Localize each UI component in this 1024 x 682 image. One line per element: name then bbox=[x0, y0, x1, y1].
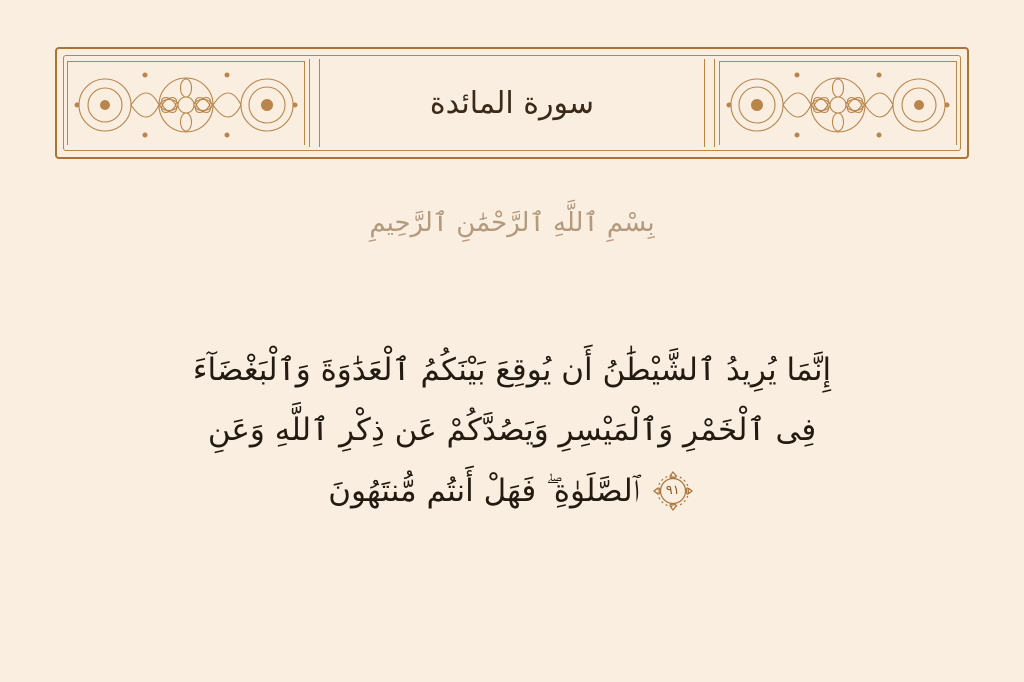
surah-title-cartouche bbox=[297, 60, 727, 146]
basmala: بِسْمِ ٱللَّهِ ٱلرَّحْمَٰنِ ٱلرَّحِيمِ bbox=[369, 208, 655, 238]
ornament-panel-right bbox=[719, 61, 957, 145]
ayah-text-block bbox=[70, 340, 954, 521]
surah-title: سورة المائدة bbox=[429, 85, 595, 121]
ayah-number: ٩١ bbox=[665, 483, 680, 499]
ayah-line: إِنَّمَا يُرِيدُ ٱلشَّيْطَٰنُ أَن يُوقِعَ بَيْنَكُمُ ٱلْعَدَٰوَةَ وَٱلْبَغْضَآءَ bbox=[192, 352, 832, 388]
ayah-number-medallion-icon bbox=[650, 468, 696, 514]
ayah-line: فِى ٱلْخَمْرِ وَٱلْمَيْسِرِ وَيَصُدَّكُمْ عَن ذِكْرِ ٱللَّهِ وَعَنِ bbox=[207, 412, 817, 449]
ornament-panel-left bbox=[67, 61, 305, 145]
arabesque-ornament-icon bbox=[67, 61, 305, 145]
surah-header-banner bbox=[55, 47, 969, 159]
arabesque-ornament-icon bbox=[719, 61, 957, 145]
ayah-line: ٱلصَّلَوٰةِ ۖ فَهَلْ أَنتُم مُّنتَهُونَ bbox=[328, 472, 640, 509]
ayah-line-final bbox=[70, 461, 954, 521]
